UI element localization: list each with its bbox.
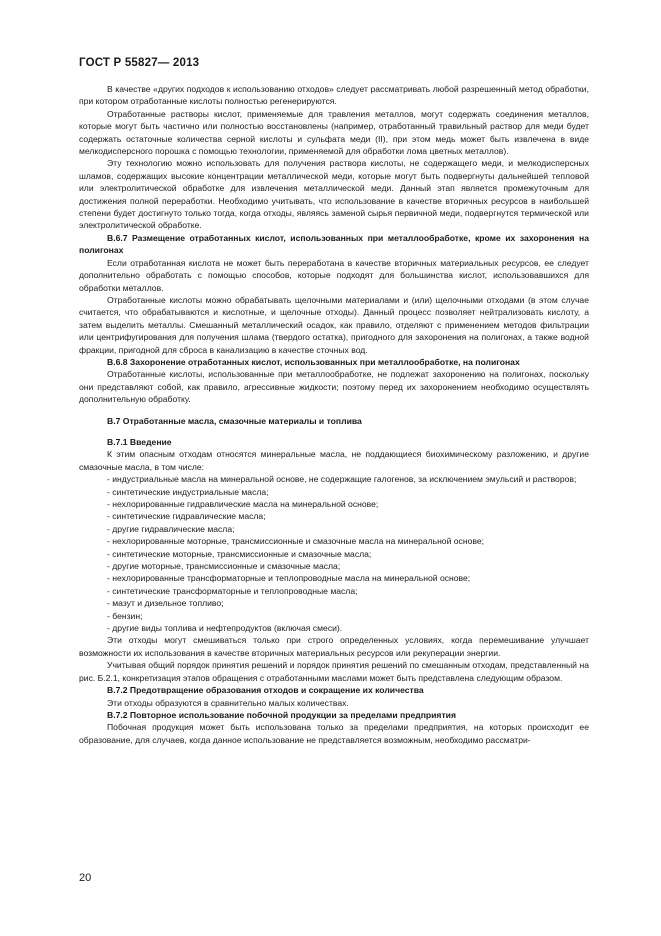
page-number: 20	[79, 872, 92, 884]
list-item: - синтетические моторные, трансмиссионные и смазочные масла;	[107, 548, 372, 559]
list-item: - мазут и дизельное топливо;	[107, 598, 224, 609]
list-item: - нехлорированные моторные, трансмиссионные и смазочные масла на минеральной основе;	[107, 536, 485, 547]
section-heading-b67: В.6.7 Размещение отработанных кислот, использованных при металлообработке, кроме их захоронения на полигонах	[79, 232, 589, 256]
paragraph: Эти отходы могут смешиваться только при строго определенных условиях, когда перемешивание улучшает возможности их использования в качестве вторичных материальных ресурсов или рекуперации энергии.	[79, 635, 589, 658]
list-item: - другие гидравлические масла;	[107, 523, 235, 534]
page-body	[79, 83, 589, 746]
paragraph: Отработанные растворы кислот, применяемые для травления металлов, могут содержать соединения металлов, которые могут быть частично или полностью восстановлены (например, отработанный травильный раствор для меди будет содержать остаточные количества серной кислоты и сульфата меди (II), при этом медь может быть извлечена в виде мелкодисперсного порошка с помощью технологии, применяемой для обработки лома цветных металлов).	[79, 108, 589, 157]
list-item: - индустриальные масла на минеральной основе, не содержащие галогенов, за исключением эмульсий и растворов;	[107, 474, 577, 485]
paragraph: Эти отходы образуются в сравнительно малых количествах.	[107, 697, 349, 708]
section-heading-b7: В.7 Отработанные масла, смазочные материалы и топлива	[107, 415, 362, 426]
paragraph: Отработанные кислоты, использованные при металлообработке, не подлежат захоронению на полигонах, поскольку они представляют собой, как правило, агрессивные жидкости; поэтому перед их захоронением необходимо осуществлять дополнительную обработку.	[79, 369, 589, 405]
list-item: - нехлорированные трансформаторные и теплопроводные масла на минеральной основе;	[107, 573, 471, 584]
paragraph: Если отработанная кислота не может быть переработана в качестве вторичных материальных ресурсов, ее следует дополнительно обработать с помощью способов, которые подходят для большинства кислот, использовавшихся для обработки металлов.	[79, 257, 589, 293]
list-item: - другие виды топлива и нефтепродуктов (включая смеси).	[107, 623, 343, 634]
section-heading-b72-reuse: В.7.2 Повторное использование побочной продукции за пределами предприятия	[107, 709, 456, 720]
list-item: - синтетические индустриальные масла;	[107, 486, 269, 497]
list-item: - синтетические гидравлические масла;	[107, 511, 266, 522]
paragraph: В качестве «других подходов к использованию отходов» следует рассматривать любой разрешенный метод обработки, при котором отработанные кислоты полностью регенерируются.	[79, 84, 589, 107]
paragraph: Эту технологию можно использовать для получения раствора кислоты, не содержащего меди, и мелкодисперсных шламов, содержащих высокие концентрации металлической меди, которые могут быть подвергнуты дальнейшей тепловой или электролитической обработке для извлечения металлической меди. Данный этап является промежуточным для достижения полной переработки. Необходимо учитывать, что использование в качестве вторичных ресурсов в наибольшей степени будет достигнуто только тогда, когда отходы, являясь заменой сырья первичной меди, подвергнутся термической или электролитической обработке.	[79, 158, 589, 231]
paragraph: Учитывая общий порядок принятия решений и порядок принятия решений по смешанным отходам, представленный на рис. Б.2.1, конкретизация этапов обращения с отработанными маслами может быть представлена следующим образом.	[79, 660, 589, 683]
list-item: - синтетические трансформаторные и теплопроводные масла;	[107, 585, 358, 596]
oil-types-list	[79, 473, 589, 634]
page-header-title: ГОСТ Р 55827— 2013	[79, 57, 200, 69]
list-item: - бензин;	[107, 610, 143, 621]
paragraph: Отработанные кислоты можно обрабатывать щелочными материалами и (или) щелочными отходами (в этом случае считается, что обрабатываются и кислотные, и щелочные отходы). Данный процесс позволяет нейтрализовать кислоту, а затем выделить металлы. Смешанный металлический осадок, как правило, отделяют с применением методов фильтрации или центрифугирования для получения шлама (твердого остатка), пригодного для захоронения на полигонах, а также водной фракции, пригодной для сброса в канализацию в качестве сточных вод.	[79, 294, 589, 355]
section-heading-b72-prevention: В.7.2 Предотвращение образования отходов и сокращение их количества	[107, 685, 424, 696]
list-item: - нехлорированные гидравлические масла на минеральной основе;	[107, 499, 379, 509]
paragraph: К этим опасным отходам относятся минеральные масла, не поддающиеся биохимическому разложению, и другие смазочные масла, в том числе:	[79, 449, 589, 472]
section-heading-b68: В.6.8 Захоронение отработанных кислот, использованных при металлообработке, на полигонах	[107, 356, 520, 367]
paragraph: Побочная продукция может быть использована только за пределами предприятия, на которых происходит ее образование, для случаев, когда данное использование не представляется возможным, необходимо рассматри-	[79, 722, 589, 745]
section-heading-b71: В.7.1 Введение	[107, 436, 172, 447]
list-item: - другие моторные, трансмиссионные и смазочные масла;	[107, 561, 341, 572]
